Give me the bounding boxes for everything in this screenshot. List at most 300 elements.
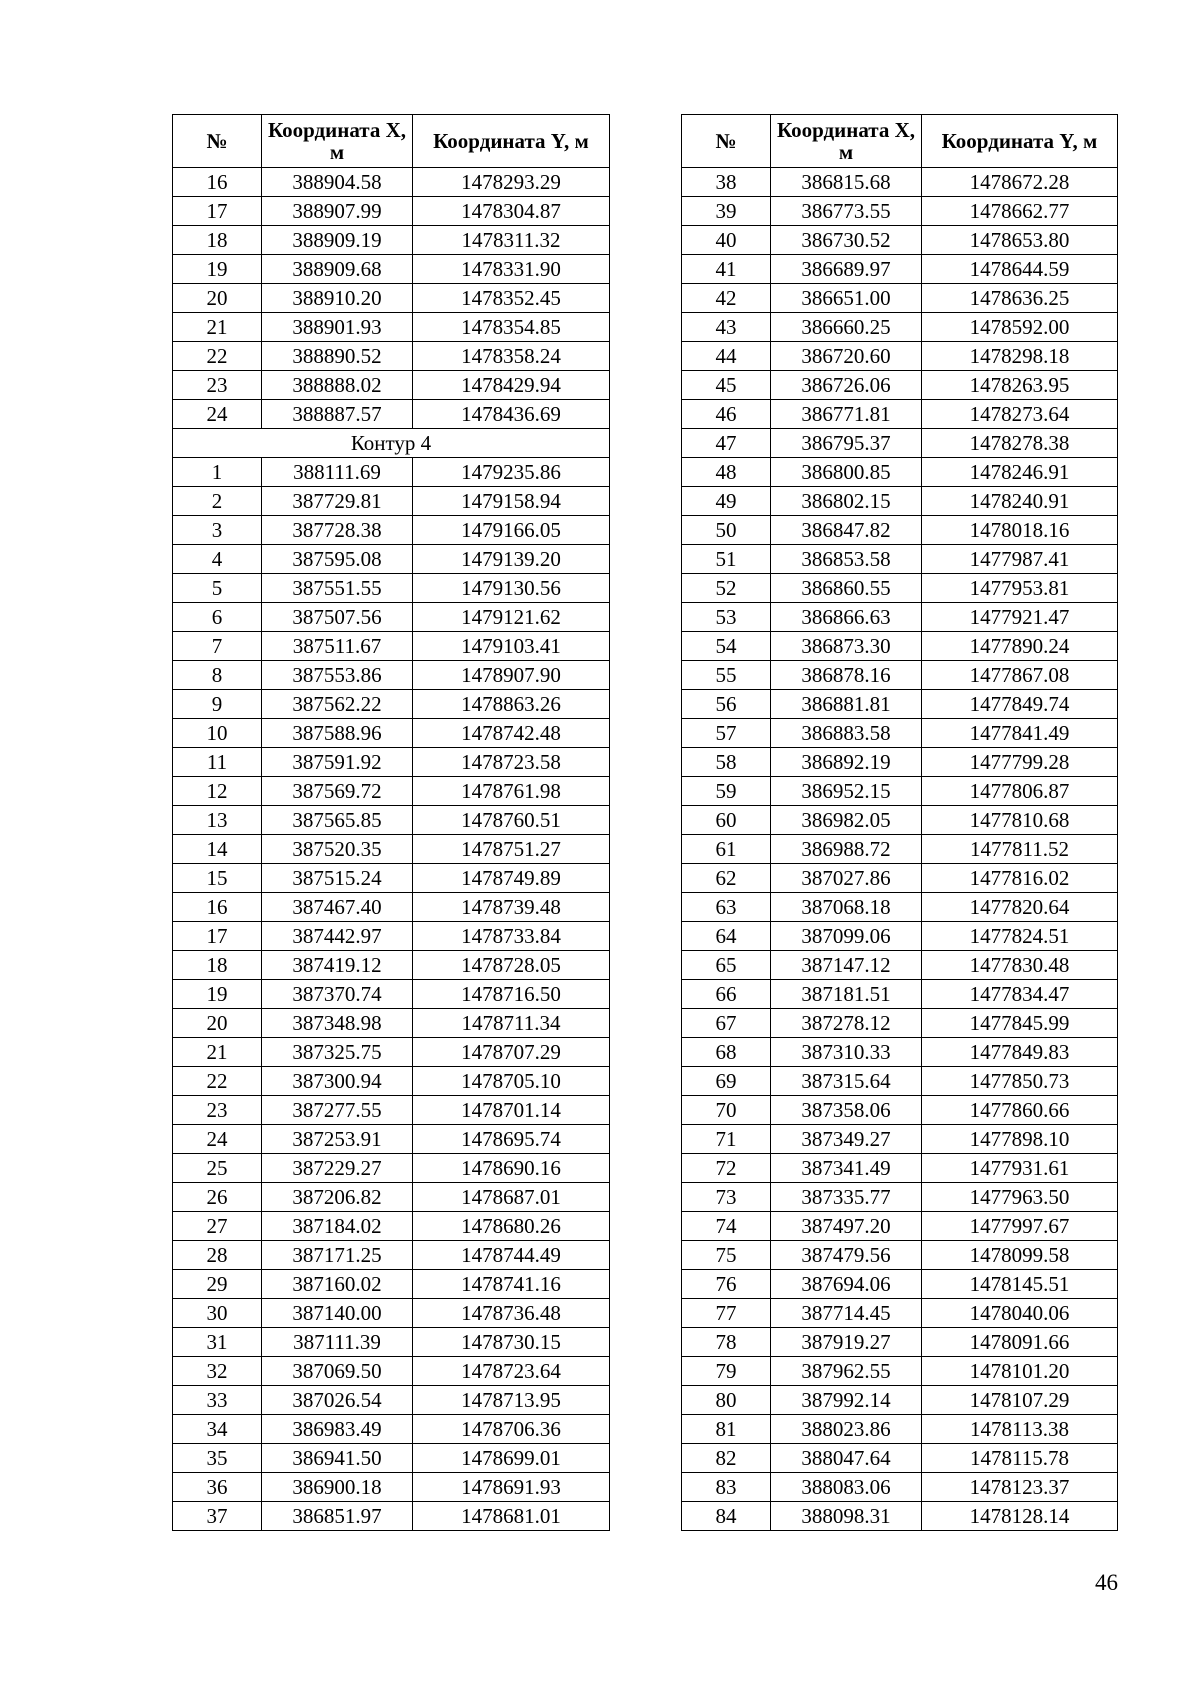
y-coordinate: 1478354.85 (413, 313, 610, 342)
y-coordinate: 1478863.26 (413, 690, 610, 719)
header-x-coordinate: Координата X, м (262, 115, 413, 168)
table-row (173, 226, 610, 255)
y-coordinate: 1479103.41 (413, 632, 610, 661)
point-number: 31 (173, 1328, 262, 1357)
x-coordinate: 386878.16 (771, 661, 922, 690)
y-coordinate: 1477963.50 (922, 1183, 1118, 1212)
table-row (682, 1241, 1118, 1270)
point-number: 58 (682, 748, 771, 777)
x-coordinate: 386983.49 (262, 1415, 413, 1444)
x-coordinate: 387278.12 (771, 1009, 922, 1038)
x-coordinate: 386771.81 (771, 400, 922, 429)
point-number: 20 (173, 284, 262, 313)
y-coordinate: 1478273.64 (922, 400, 1118, 429)
x-coordinate: 387919.27 (771, 1328, 922, 1357)
y-coordinate: 1478099.58 (922, 1241, 1118, 1270)
y-coordinate: 1477890.24 (922, 632, 1118, 661)
point-number: 55 (682, 661, 771, 690)
point-number: 38 (682, 168, 771, 197)
point-number: 41 (682, 255, 771, 284)
x-coordinate: 387507.56 (262, 603, 413, 632)
x-coordinate: 387315.64 (771, 1067, 922, 1096)
table-row (173, 487, 610, 516)
point-number: 77 (682, 1299, 771, 1328)
y-coordinate: 1478662.77 (922, 197, 1118, 226)
y-coordinate: 1478705.10 (413, 1067, 610, 1096)
table-row (682, 1270, 1118, 1299)
x-coordinate: 387310.33 (771, 1038, 922, 1067)
point-number: 20 (173, 1009, 262, 1038)
table-row (173, 1241, 610, 1270)
y-coordinate: 1478278.38 (922, 429, 1118, 458)
x-coordinate: 388909.19 (262, 226, 413, 255)
x-coordinate: 387992.14 (771, 1386, 922, 1415)
y-coordinate: 1478113.38 (922, 1415, 1118, 1444)
y-coordinate: 1478352.45 (413, 284, 610, 313)
x-coordinate: 387694.06 (771, 1270, 922, 1299)
point-number: 35 (173, 1444, 262, 1473)
y-coordinate: 1478311.32 (413, 226, 610, 255)
table-row (682, 690, 1118, 719)
y-coordinate: 1477810.68 (922, 806, 1118, 835)
table-body-left (173, 168, 610, 1531)
table-row (173, 1357, 610, 1386)
x-coordinate: 387588.96 (262, 719, 413, 748)
table-row (173, 371, 610, 400)
table-row (682, 1154, 1118, 1183)
table-row (173, 951, 610, 980)
x-coordinate: 387335.77 (771, 1183, 922, 1212)
y-coordinate: 1478680.26 (413, 1212, 610, 1241)
table-row (173, 400, 610, 429)
y-coordinate: 1478711.34 (413, 1009, 610, 1038)
table-row (682, 1386, 1118, 1415)
table-row (682, 313, 1118, 342)
x-coordinate: 386952.15 (771, 777, 922, 806)
table-row (682, 835, 1118, 864)
table-row (682, 197, 1118, 226)
y-coordinate: 1478145.51 (922, 1270, 1118, 1299)
x-coordinate: 386795.37 (771, 429, 922, 458)
point-number: 21 (173, 313, 262, 342)
table-row (682, 951, 1118, 980)
table-row (682, 719, 1118, 748)
point-number: 60 (682, 806, 771, 835)
point-number: 78 (682, 1328, 771, 1357)
point-number: 63 (682, 893, 771, 922)
x-coordinate: 386815.68 (771, 168, 922, 197)
x-coordinate: 387520.35 (262, 835, 413, 864)
table-row (173, 1386, 610, 1415)
x-coordinate: 388083.06 (771, 1473, 922, 1502)
y-coordinate: 1478760.51 (413, 806, 610, 835)
point-number: 56 (682, 690, 771, 719)
point-number: 79 (682, 1357, 771, 1386)
x-coordinate: 388901.93 (262, 313, 413, 342)
y-coordinate: 1478331.90 (413, 255, 610, 284)
header-number: № (682, 115, 771, 168)
x-coordinate: 386651.00 (771, 284, 922, 313)
y-coordinate: 1478240.91 (922, 487, 1118, 516)
table-row (682, 168, 1118, 197)
table-row (682, 371, 1118, 400)
point-number: 82 (682, 1444, 771, 1473)
x-coordinate: 387140.00 (262, 1299, 413, 1328)
y-coordinate: 1477849.83 (922, 1038, 1118, 1067)
point-number: 16 (173, 168, 262, 197)
table-row (173, 632, 610, 661)
y-coordinate: 1479166.05 (413, 516, 610, 545)
y-coordinate: 1477824.51 (922, 922, 1118, 951)
table-row (173, 1154, 610, 1183)
table-row (682, 1444, 1118, 1473)
section-title: Контур 4 (173, 429, 610, 458)
y-coordinate: 1477953.81 (922, 574, 1118, 603)
y-coordinate: 1477820.64 (922, 893, 1118, 922)
y-coordinate: 1477850.73 (922, 1067, 1118, 1096)
y-coordinate: 1478246.91 (922, 458, 1118, 487)
y-coordinate: 1478358.24 (413, 342, 610, 371)
x-coordinate: 386883.58 (771, 719, 922, 748)
y-coordinate: 1478436.69 (413, 400, 610, 429)
y-coordinate: 1478741.16 (413, 1270, 610, 1299)
point-number: 6 (173, 603, 262, 632)
x-coordinate: 387027.86 (771, 864, 922, 893)
x-coordinate: 386853.58 (771, 545, 922, 574)
point-number: 81 (682, 1415, 771, 1444)
coordinates-table-left (172, 114, 610, 1531)
y-coordinate: 1478744.49 (413, 1241, 610, 1270)
table-row (682, 1328, 1118, 1357)
table-row (173, 1444, 610, 1473)
point-number: 24 (173, 1125, 262, 1154)
x-coordinate: 388888.02 (262, 371, 413, 400)
y-coordinate: 1478101.20 (922, 1357, 1118, 1386)
point-number: 18 (173, 951, 262, 980)
x-coordinate: 388098.31 (771, 1502, 922, 1531)
point-number: 18 (173, 226, 262, 255)
x-coordinate: 387569.72 (262, 777, 413, 806)
header-y-coordinate: Координата Y, м (922, 115, 1118, 168)
y-coordinate: 1477849.74 (922, 690, 1118, 719)
point-number: 21 (173, 1038, 262, 1067)
table-row (682, 545, 1118, 574)
x-coordinate: 386988.72 (771, 835, 922, 864)
x-coordinate: 386892.19 (771, 748, 922, 777)
point-number: 39 (682, 197, 771, 226)
table-row (682, 516, 1118, 545)
table-body-right (682, 168, 1118, 1531)
x-coordinate: 387147.12 (771, 951, 922, 980)
point-number: 62 (682, 864, 771, 893)
point-number: 3 (173, 516, 262, 545)
y-coordinate: 1478701.14 (413, 1096, 610, 1125)
x-coordinate: 387341.49 (771, 1154, 922, 1183)
table-row (682, 1038, 1118, 1067)
y-coordinate: 1478644.59 (922, 255, 1118, 284)
x-coordinate: 386660.25 (771, 313, 922, 342)
x-coordinate: 387349.27 (771, 1125, 922, 1154)
table-row (173, 1328, 610, 1357)
x-coordinate: 387184.02 (262, 1212, 413, 1241)
table-row (173, 922, 610, 951)
y-coordinate: 1478761.98 (413, 777, 610, 806)
y-coordinate: 1478690.16 (413, 1154, 610, 1183)
x-coordinate: 387325.75 (262, 1038, 413, 1067)
x-coordinate: 387442.97 (262, 922, 413, 951)
table-row (173, 893, 610, 922)
table-row (173, 1270, 610, 1299)
y-coordinate: 1477799.28 (922, 748, 1118, 777)
table-row (173, 545, 610, 574)
x-coordinate: 387553.86 (262, 661, 413, 690)
x-coordinate: 386873.30 (771, 632, 922, 661)
point-number: 17 (173, 197, 262, 226)
point-number: 64 (682, 922, 771, 951)
point-number: 12 (173, 777, 262, 806)
y-coordinate: 1478716.50 (413, 980, 610, 1009)
point-number: 52 (682, 574, 771, 603)
y-coordinate: 1478091.66 (922, 1328, 1118, 1357)
x-coordinate: 387069.50 (262, 1357, 413, 1386)
table-row (682, 458, 1118, 487)
y-coordinate: 1478699.01 (413, 1444, 610, 1473)
x-coordinate: 386941.50 (262, 1444, 413, 1473)
page-number: 46 (1095, 1570, 1118, 1595)
y-coordinate: 1477860.66 (922, 1096, 1118, 1125)
point-number: 23 (173, 371, 262, 400)
point-number: 67 (682, 1009, 771, 1038)
point-number: 7 (173, 632, 262, 661)
point-number: 14 (173, 835, 262, 864)
point-number: 73 (682, 1183, 771, 1212)
point-number: 8 (173, 661, 262, 690)
point-number: 65 (682, 951, 771, 980)
y-coordinate: 1478742.48 (413, 719, 610, 748)
y-coordinate: 1477811.52 (922, 835, 1118, 864)
point-number: 70 (682, 1096, 771, 1125)
y-coordinate: 1479235.86 (413, 458, 610, 487)
x-coordinate: 387348.98 (262, 1009, 413, 1038)
point-number: 36 (173, 1473, 262, 1502)
y-coordinate: 1477987.41 (922, 545, 1118, 574)
header-x-coordinate: Координата X, м (771, 115, 922, 168)
point-number: 54 (682, 632, 771, 661)
y-coordinate: 1478681.01 (413, 1502, 610, 1531)
y-coordinate: 1478907.90 (413, 661, 610, 690)
point-number: 27 (173, 1212, 262, 1241)
point-number: 10 (173, 719, 262, 748)
x-coordinate: 386881.81 (771, 690, 922, 719)
x-coordinate: 387595.08 (262, 545, 413, 574)
y-coordinate: 1479130.56 (413, 574, 610, 603)
table-row (682, 226, 1118, 255)
y-coordinate: 1479158.94 (413, 487, 610, 516)
point-number: 50 (682, 516, 771, 545)
table-row (173, 603, 610, 632)
x-coordinate: 387358.06 (771, 1096, 922, 1125)
point-number: 25 (173, 1154, 262, 1183)
x-coordinate: 386851.97 (262, 1502, 413, 1531)
x-coordinate: 386900.18 (262, 1473, 413, 1502)
point-number: 46 (682, 400, 771, 429)
y-coordinate: 1478723.64 (413, 1357, 610, 1386)
point-number: 11 (173, 748, 262, 777)
y-coordinate: 1478293.29 (413, 168, 610, 197)
table-row (682, 255, 1118, 284)
point-number: 71 (682, 1125, 771, 1154)
table-row (682, 603, 1118, 632)
x-coordinate: 386802.15 (771, 487, 922, 516)
table-row (682, 400, 1118, 429)
point-number: 68 (682, 1038, 771, 1067)
table-row (682, 284, 1118, 313)
point-number: 28 (173, 1241, 262, 1270)
x-coordinate: 387419.12 (262, 951, 413, 980)
x-coordinate: 387515.24 (262, 864, 413, 893)
point-number: 1 (173, 458, 262, 487)
x-coordinate: 387229.27 (262, 1154, 413, 1183)
x-coordinate: 387277.55 (262, 1096, 413, 1125)
point-number: 47 (682, 429, 771, 458)
table-row (173, 1183, 610, 1212)
x-coordinate: 386982.05 (771, 806, 922, 835)
y-coordinate: 1477816.02 (922, 864, 1118, 893)
x-coordinate: 387728.38 (262, 516, 413, 545)
table-row (682, 748, 1118, 777)
point-number: 42 (682, 284, 771, 313)
x-coordinate: 388907.99 (262, 197, 413, 226)
y-coordinate: 1478728.05 (413, 951, 610, 980)
y-coordinate: 1479121.62 (413, 603, 610, 632)
y-coordinate: 1477898.10 (922, 1125, 1118, 1154)
table-row (173, 1038, 610, 1067)
x-coordinate: 387099.06 (771, 922, 922, 951)
x-coordinate: 387562.22 (262, 690, 413, 719)
point-number: 32 (173, 1357, 262, 1386)
y-coordinate: 1478115.78 (922, 1444, 1118, 1473)
table-row (173, 806, 610, 835)
table-row (682, 487, 1118, 516)
point-number: 19 (173, 255, 262, 284)
table-row (173, 574, 610, 603)
point-number: 84 (682, 1502, 771, 1531)
table-row (682, 1473, 1118, 1502)
point-number: 26 (173, 1183, 262, 1212)
x-coordinate: 387714.45 (771, 1299, 922, 1328)
y-coordinate: 1478107.29 (922, 1386, 1118, 1415)
y-coordinate: 1478739.48 (413, 893, 610, 922)
table-row (173, 516, 610, 545)
table-row (682, 1183, 1118, 1212)
table-row (173, 284, 610, 313)
x-coordinate: 387171.25 (262, 1241, 413, 1270)
x-coordinate: 386720.60 (771, 342, 922, 371)
table-row (682, 777, 1118, 806)
x-coordinate: 387206.82 (262, 1183, 413, 1212)
point-number: 9 (173, 690, 262, 719)
y-coordinate: 1477845.99 (922, 1009, 1118, 1038)
point-number: 59 (682, 777, 771, 806)
header-row (173, 115, 610, 168)
x-coordinate: 387111.39 (262, 1328, 413, 1357)
point-number: 34 (173, 1415, 262, 1444)
x-coordinate: 387370.74 (262, 980, 413, 1009)
point-number: 51 (682, 545, 771, 574)
table-row (173, 197, 610, 226)
table-row (682, 661, 1118, 690)
table-row (173, 1473, 610, 1502)
x-coordinate: 386730.52 (771, 226, 922, 255)
point-number: 5 (173, 574, 262, 603)
y-coordinate: 1478751.27 (413, 835, 610, 864)
y-coordinate: 1478695.74 (413, 1125, 610, 1154)
table-row (682, 574, 1118, 603)
point-number: 2 (173, 487, 262, 516)
table-row (682, 1067, 1118, 1096)
y-coordinate: 1478018.16 (922, 516, 1118, 545)
point-number: 16 (173, 893, 262, 922)
point-number: 29 (173, 1270, 262, 1299)
x-coordinate: 388910.20 (262, 284, 413, 313)
table-row (682, 864, 1118, 893)
x-coordinate: 386866.63 (771, 603, 922, 632)
x-coordinate: 388047.64 (771, 1444, 922, 1473)
x-coordinate: 387497.20 (771, 1212, 922, 1241)
table-row (173, 1212, 610, 1241)
header-y-coordinate: Координата Y, м (413, 115, 610, 168)
x-coordinate: 386726.06 (771, 371, 922, 400)
point-number: 4 (173, 545, 262, 574)
x-coordinate: 388904.58 (262, 168, 413, 197)
table-row (682, 922, 1118, 951)
y-coordinate: 1478706.36 (413, 1415, 610, 1444)
y-coordinate: 1477921.47 (922, 603, 1118, 632)
table-row (682, 806, 1118, 835)
point-number: 30 (173, 1299, 262, 1328)
x-coordinate: 388909.68 (262, 255, 413, 284)
y-coordinate: 1478713.95 (413, 1386, 610, 1415)
table-row (173, 168, 610, 197)
point-number: 61 (682, 835, 771, 864)
table-row (173, 1299, 610, 1328)
table-row (173, 1009, 610, 1038)
y-coordinate: 1478128.14 (922, 1502, 1118, 1531)
point-number: 23 (173, 1096, 262, 1125)
table-row (173, 980, 610, 1009)
table-row (682, 1125, 1118, 1154)
table-row (682, 1299, 1118, 1328)
table-row (173, 661, 610, 690)
y-coordinate: 1477841.49 (922, 719, 1118, 748)
y-coordinate: 1477830.48 (922, 951, 1118, 980)
y-coordinate: 1478592.00 (922, 313, 1118, 342)
y-coordinate: 1477806.87 (922, 777, 1118, 806)
x-coordinate: 387962.55 (771, 1357, 922, 1386)
x-coordinate: 386773.55 (771, 197, 922, 226)
point-number: 15 (173, 864, 262, 893)
table-row (682, 1502, 1118, 1531)
y-coordinate: 1478263.95 (922, 371, 1118, 400)
point-number: 22 (173, 342, 262, 371)
x-coordinate: 387026.54 (262, 1386, 413, 1415)
table-row (173, 313, 610, 342)
y-coordinate: 1478304.87 (413, 197, 610, 226)
table-row (173, 748, 610, 777)
point-number: 33 (173, 1386, 262, 1415)
table-row (682, 1009, 1118, 1038)
x-coordinate: 387511.67 (262, 632, 413, 661)
